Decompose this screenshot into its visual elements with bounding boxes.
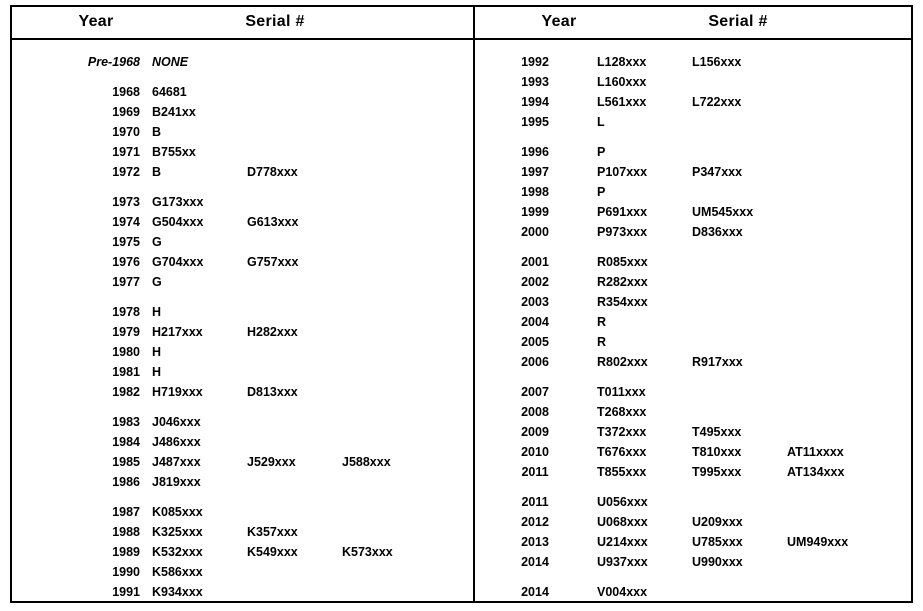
cell-serial: D836xxx — [692, 224, 743, 239]
row-spacer — [30, 72, 473, 82]
cell-serial: H — [152, 364, 162, 379]
table-row — [475, 272, 911, 292]
cell-year: 1971 — [112, 144, 140, 159]
cell-serial: P691xxx — [597, 204, 648, 219]
cell-serial: J046xxx — [152, 414, 201, 429]
table-row — [475, 92, 911, 112]
cell-year: 1969 — [112, 104, 140, 119]
cell-year: 1984 — [112, 434, 140, 449]
cell-serial: B — [152, 124, 162, 139]
row-spacer — [475, 242, 911, 252]
table-row — [30, 452, 473, 472]
cell-serial: K532xxx — [152, 544, 203, 559]
cell-year: 1986 — [112, 474, 140, 489]
table-row — [475, 252, 911, 272]
cell-serial: U990xxx — [692, 554, 743, 569]
table-row — [475, 422, 911, 442]
table-row — [30, 322, 473, 342]
cell-year: 1975 — [112, 234, 140, 249]
cell-serial: 64681 — [152, 84, 187, 99]
cell-serial: H719xxx — [152, 384, 203, 399]
table-row — [475, 112, 911, 132]
table-row — [30, 502, 473, 522]
cell-year: 1979 — [112, 324, 140, 339]
cell-serial: H282xxx — [247, 324, 298, 339]
cell-serial: G — [152, 274, 162, 289]
table-row — [30, 122, 473, 142]
table-row — [475, 492, 911, 512]
cell-year: 2004 — [521, 314, 549, 329]
row-spacer — [30, 182, 473, 192]
table-row — [30, 82, 473, 102]
table-row — [475, 352, 911, 372]
cell-serial: U214xxx — [597, 534, 648, 549]
cell-serial: L160xxx — [597, 74, 647, 89]
table-row — [475, 182, 911, 202]
cell-serial: T995xxx — [692, 464, 742, 479]
cell-year: 1995 — [521, 114, 549, 129]
cell-year: 2006 — [521, 354, 549, 369]
table-row — [475, 442, 911, 462]
cell-serial: R354xxx — [597, 294, 648, 309]
cell-serial: K085xxx — [152, 504, 203, 519]
cell-serial: H — [152, 344, 162, 359]
table-row — [30, 232, 473, 252]
cell-serial: T855xxx — [597, 464, 647, 479]
cell-serial: U068xxx — [597, 514, 648, 529]
cell-serial: J487xxx — [152, 454, 201, 469]
cell-serial: P — [597, 184, 606, 199]
cell-serial: U785xxx — [692, 534, 743, 549]
cell-serial: B — [152, 164, 162, 179]
cell-year: 2010 — [521, 444, 549, 459]
cell-year: 1980 — [112, 344, 140, 359]
table-row — [475, 292, 911, 312]
cell-year: 2008 — [521, 404, 549, 419]
cell-serial: U937xxx — [597, 554, 648, 569]
cell-year: Pre-1968 — [87, 54, 140, 69]
table-row — [475, 162, 911, 182]
cell-serial: G173xxx — [152, 194, 204, 209]
cell-year: 2007 — [521, 384, 549, 399]
row-spacer — [475, 482, 911, 492]
table-header-row — [12, 7, 911, 40]
cell-year: 1991 — [112, 584, 140, 599]
row-spacer — [30, 492, 473, 502]
cell-serial: J588xxx — [342, 454, 391, 469]
table-row — [30, 472, 473, 492]
cell-year: 2001 — [521, 254, 549, 269]
cell-serial: G757xxx — [247, 254, 299, 269]
table-row — [30, 562, 473, 582]
cell-serial: L128xxx — [597, 54, 647, 69]
cell-serial: P973xxx — [597, 224, 648, 239]
cell-serial: AT134xxx — [787, 464, 845, 479]
cell-year: 2014 — [521, 554, 549, 569]
row-spacer — [475, 572, 911, 582]
row-spacer — [475, 132, 911, 142]
cell-serial: R282xxx — [597, 274, 648, 289]
cell-year: 1997 — [521, 164, 549, 179]
table-row — [30, 522, 473, 542]
table-row — [30, 362, 473, 382]
cell-serial: J819xxx — [152, 474, 201, 489]
cell-year: 2000 — [521, 224, 549, 239]
table-row — [30, 582, 473, 602]
cell-serial: R — [597, 314, 607, 329]
cell-serial: U056xxx — [597, 494, 648, 509]
cell-year: 1978 — [112, 304, 140, 319]
cell-serial: H217xxx — [152, 324, 203, 339]
cell-year: 2013 — [521, 534, 549, 549]
cell-serial: T011xxx — [597, 384, 646, 399]
cell-serial: UM949xxx — [787, 534, 849, 549]
table-row — [475, 552, 911, 572]
cell-serial: G — [152, 234, 162, 249]
header-serial-left: Serial # — [245, 13, 305, 31]
cell-serial: L156xxx — [692, 54, 742, 69]
table-row — [475, 72, 911, 92]
cell-year: 1970 — [112, 124, 140, 139]
cell-serial: P347xxx — [692, 164, 743, 179]
cell-year: 2009 — [521, 424, 549, 439]
table-row — [30, 272, 473, 292]
table-row — [475, 512, 911, 532]
cell-year: 1983 — [112, 414, 140, 429]
cell-year: 1992 — [521, 54, 549, 69]
cell-year: 2011 — [521, 494, 549, 509]
cell-serial: R917xxx — [692, 354, 743, 369]
table-row — [475, 222, 911, 242]
cell-year: 1974 — [112, 214, 140, 229]
cell-serial: B241xx — [152, 104, 196, 119]
cell-year: 2011 — [521, 464, 549, 479]
cell-year: 1987 — [112, 504, 140, 519]
cell-serial: K573xxx — [342, 544, 393, 559]
cell-serial: R085xxx — [597, 254, 648, 269]
cell-serial: UM545xxx — [692, 204, 754, 219]
cell-serial: AT11xxxx — [787, 444, 844, 459]
cell-serial: K586xxx — [152, 564, 203, 579]
table-row — [30, 102, 473, 122]
table-row — [30, 432, 473, 452]
cell-serial: L — [597, 114, 605, 129]
cell-year: 2014 — [521, 584, 549, 599]
cell-year: 1988 — [112, 524, 140, 539]
table-row — [30, 52, 473, 72]
cell-year: 1976 — [112, 254, 140, 269]
cell-serial: T268xxx — [597, 404, 647, 419]
table-row — [475, 312, 911, 332]
table-row — [30, 212, 473, 232]
cell-year: 1985 — [112, 454, 140, 469]
left-column-rows — [12, 40, 473, 602]
cell-serial: D813xxx — [247, 384, 298, 399]
cell-serial: T495xxx — [692, 424, 742, 439]
cell-year: 1989 — [112, 544, 140, 559]
table-row — [30, 542, 473, 562]
cell-serial: R802xxx — [597, 354, 648, 369]
cell-serial: K934xxx — [152, 584, 203, 599]
table-row — [30, 412, 473, 432]
table-row — [30, 342, 473, 362]
table-row — [30, 252, 473, 272]
table-row — [475, 462, 911, 482]
cell-serial: NONE — [152, 54, 189, 69]
table-row — [475, 202, 911, 222]
cell-serial: T810xxx — [692, 444, 742, 459]
cell-serial: V004xxx — [597, 584, 648, 599]
cell-serial: K325xxx — [152, 524, 203, 539]
row-spacer — [30, 402, 473, 412]
cell-serial: P107xxx — [597, 164, 648, 179]
cell-year: 1993 — [521, 74, 549, 89]
cell-year: 1972 — [112, 164, 140, 179]
table-row — [475, 332, 911, 352]
table-row — [30, 142, 473, 162]
cell-serial: K549xxx — [247, 544, 298, 559]
table-row — [30, 162, 473, 182]
cell-year: 2003 — [521, 294, 549, 309]
header-right-half — [475, 7, 911, 38]
cell-serial: D778xxx — [247, 164, 298, 179]
cell-serial: J529xxx — [247, 454, 296, 469]
cell-serial: R — [597, 334, 607, 349]
header-serial-right: Serial # — [708, 13, 768, 31]
cell-serial: K357xxx — [247, 524, 298, 539]
cell-year: 1977 — [112, 274, 140, 289]
table-row — [475, 402, 911, 422]
cell-year: 1996 — [521, 144, 549, 159]
right-column-rows — [475, 40, 911, 602]
cell-serial: L561xxx — [597, 94, 647, 109]
table-row — [475, 582, 911, 602]
cell-serial: G613xxx — [247, 214, 299, 229]
cell-serial: P — [597, 144, 606, 159]
table-row — [30, 382, 473, 402]
row-spacer — [475, 372, 911, 382]
cell-serial: H — [152, 304, 162, 319]
header-left-half — [12, 7, 475, 38]
left-column — [12, 40, 475, 601]
cell-serial: U209xxx — [692, 514, 743, 529]
cell-year: 2005 — [521, 334, 549, 349]
cell-year: 1982 — [112, 384, 140, 399]
cell-year: 1968 — [112, 84, 140, 99]
cell-serial: J486xxx — [152, 434, 201, 449]
cell-year: 1999 — [521, 204, 549, 219]
cell-serial: G504xxx — [152, 214, 204, 229]
table-row — [30, 302, 473, 322]
cell-year: 1998 — [521, 184, 549, 199]
cell-serial: B755xx — [152, 144, 196, 159]
table-row — [30, 192, 473, 212]
cell-serial: L722xxx — [692, 94, 742, 109]
cell-year: 2002 — [521, 274, 549, 289]
table-body-row — [12, 40, 911, 601]
table-row — [475, 52, 911, 72]
row-spacer — [30, 292, 473, 302]
table-row — [475, 532, 911, 552]
table-row — [475, 142, 911, 162]
header-year-right: Year — [541, 13, 577, 31]
header-year-left: Year — [78, 13, 114, 31]
right-column — [475, 40, 911, 601]
cell-year: 1973 — [112, 194, 140, 209]
cell-serial: T372xxx — [597, 424, 647, 439]
cell-year: 1981 — [112, 364, 140, 379]
cell-year: 1994 — [521, 94, 549, 109]
cell-serial: T676xxx — [597, 444, 647, 459]
table-row — [475, 382, 911, 402]
cell-year: 2012 — [521, 514, 549, 529]
serial-number-table — [10, 5, 913, 603]
cell-year: 1990 — [112, 564, 140, 579]
cell-serial: G704xxx — [152, 254, 204, 269]
